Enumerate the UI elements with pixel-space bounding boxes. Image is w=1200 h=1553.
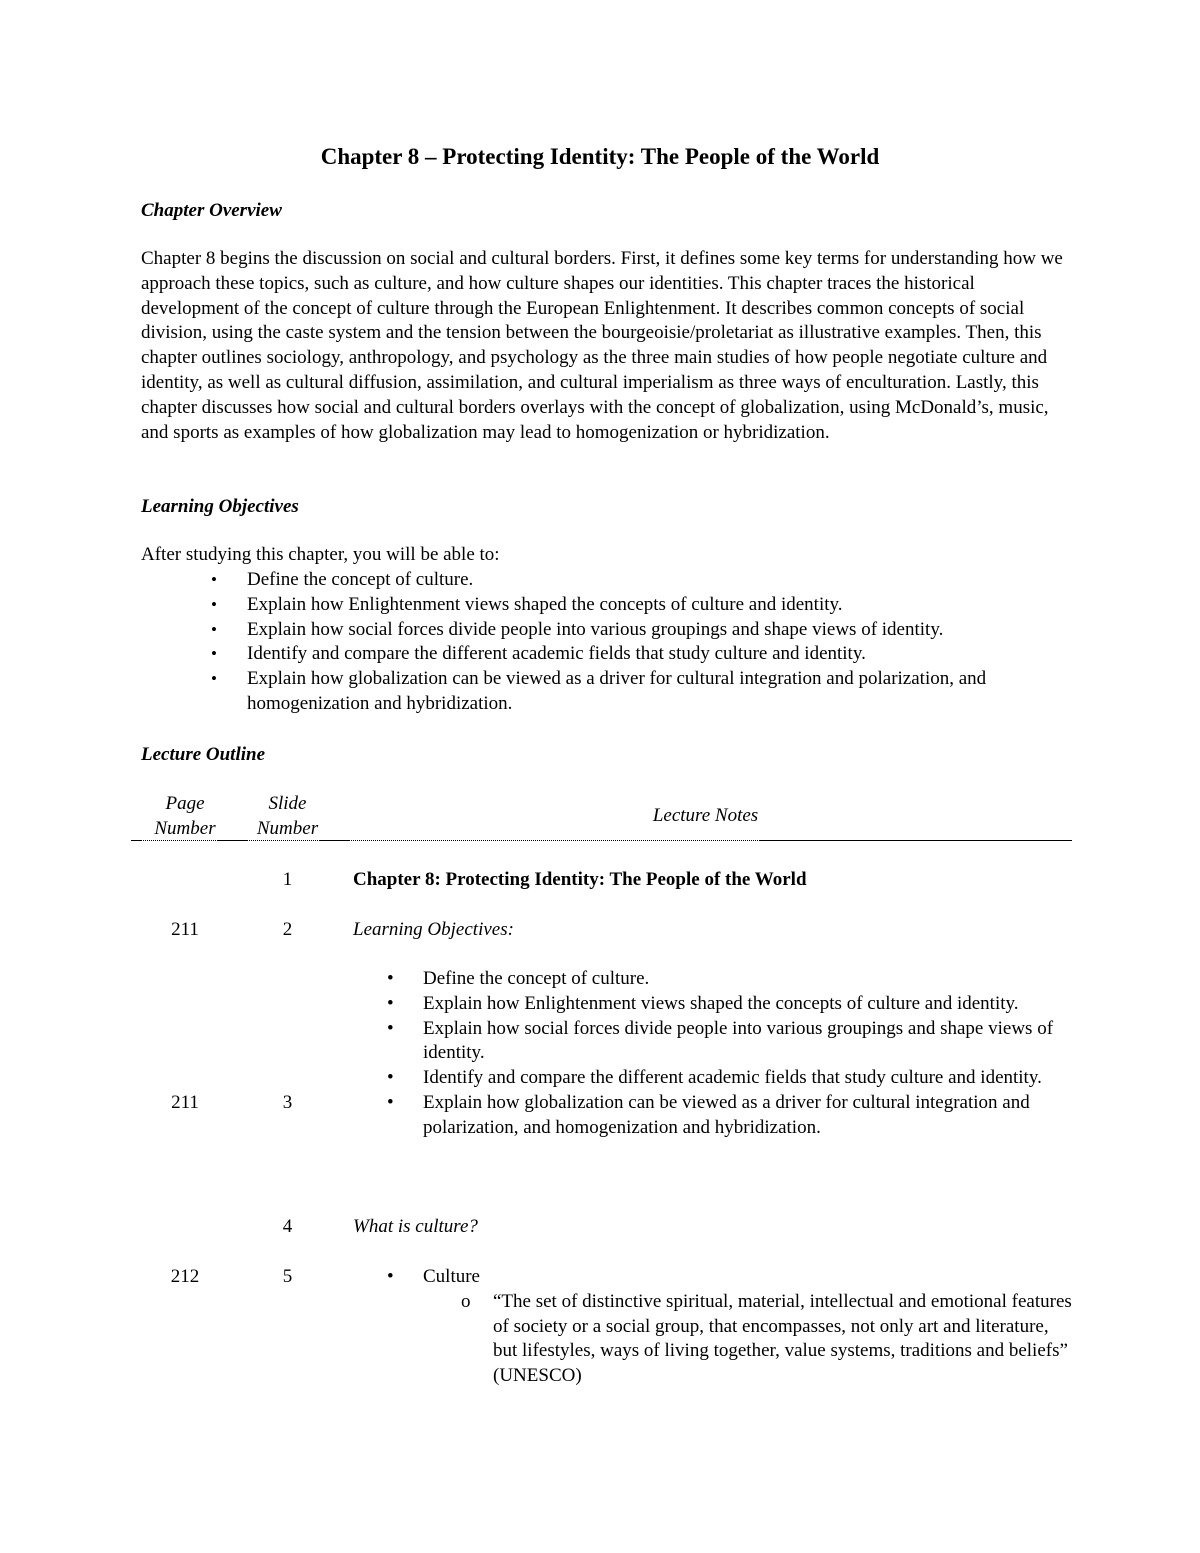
list-item [0, 593, 1067, 618]
bullet-icon: • [387, 968, 394, 989]
bullet-icon: • [387, 992, 394, 1014]
lecture-note-cell: Learning Objectives: [353, 919, 514, 940]
overview-text: Chapter 8 begins the discussion on social and cultural borders. First, it defines some key terms for understanding how we approach these topics, such as culture, and how culture shapes our identities. This chapter traces the historical development of the concept of culture through the European Enlightenment. It describes common concepts of social division, using the caste system and the tension between the bourgeoisie/proletariat as illustrative examples. Then, this chapter outlines sociology, anthropology, and psychology as the three main studies of how people negotiate culture and identity, as well as cultural diffusion, assimilation, and cultural imperialism as three ways of enculturation. Lastly, this chapter discusses how social and cultural borders overlays with the concept of globalization, using McDonald’s, music, and sports as examples of how globalization may lead to homogenization or hybridization. [141, 248, 1063, 443]
lecture-note-cell: What is culture? [353, 1216, 478, 1237]
list-item-text: Explain how social forces divide people into various groupings and shape views of identity. [423, 1017, 1054, 1064]
objective-text: Define the concept of culture. [247, 569, 474, 590]
slide-number-cell: 4 [282, 1216, 293, 1237]
slide-number-cell: 5 [282, 1266, 293, 1287]
list-item [353, 1017, 1063, 1067]
objectives-heading: Learning Objectives [141, 496, 299, 517]
table-header-rule-gap [320, 840, 350, 841]
list-item [353, 1290, 1073, 1389]
page-number-cell: 211 [171, 919, 199, 940]
lecture-note-cell [353, 1265, 1073, 1389]
objective-text: Explain how Enlightenment views shaped the concepts of culture and identity. [247, 593, 843, 615]
bullet-icon: • [211, 570, 217, 589]
list-item-text: Define the concept of culture. [423, 968, 650, 989]
column-header-page: Page Number [154, 793, 216, 839]
objectives-list [0, 568, 1200, 717]
slide-number-cell: 2 [282, 919, 293, 940]
table-header-rule-mid [218, 840, 248, 841]
list-item-text: “The set of distinctive spiritual, material, intellectual and emotional features of society or a social group, that encompasses, not only art and literature, but lifestyles, ways of living together, value systems, traditions and beliefs” (UNESCO) [493, 1290, 1072, 1387]
outline-heading: Lecture Outline [141, 744, 266, 765]
overview-paragraph [141, 247, 1076, 445]
page-number-cell: 211 [171, 1092, 199, 1113]
list-item [353, 967, 1063, 992]
page-number-cell: 212 [170, 1266, 200, 1287]
list-item-text: Culture [423, 1266, 480, 1287]
objective-text: Identify and compare the different academic fields that study culture and identity. [247, 643, 866, 665]
bullet-icon: • [387, 1067, 394, 1089]
list-item [353, 1066, 1063, 1091]
list-item-text: Explain how Enlightenment views shaped the concepts of culture and identity. [423, 992, 1019, 1014]
list-item [0, 568, 1067, 593]
page-title: Chapter 8 – Protecting Identity: The People of the World [320, 144, 880, 169]
circle-bullet-icon: o [461, 1290, 471, 1312]
culture-list [353, 1265, 1073, 1389]
list-item [0, 667, 1067, 717]
slide-objectives-list [353, 967, 1073, 1141]
lecture-note-cell [353, 967, 1073, 1141]
bullet-icon: • [387, 1017, 394, 1039]
list-item [353, 1265, 1063, 1290]
table-header-rule-left [131, 840, 142, 841]
table-header-rule-right [760, 840, 1072, 841]
list-item [0, 618, 1067, 643]
lecture-note-cell: Chapter 8: Protecting Identity: The People of the World [353, 869, 807, 890]
objectives-intro: After studying this chapter, you will be able to: [141, 544, 500, 565]
list-item-text: Explain how globalization can be viewed as a driver for cultural integration and polarization, and homogenization and hybridization. [423, 1091, 1030, 1138]
bullet-icon: • [387, 1266, 394, 1287]
objective-text: Explain how social forces divide people into various groupings and shape views of identity. [247, 618, 944, 640]
list-item [353, 992, 1063, 1017]
objective-text: Explain how globalization can be viewed as a driver for cultural integration and polarization, and homogenization and hybridization. [247, 668, 987, 714]
list-item-text: Identify and compare the different academic fields that study culture and identity. [423, 1067, 1042, 1089]
list-item [0, 642, 1067, 667]
bullet-icon: • [211, 619, 217, 639]
list-item [353, 1091, 1063, 1141]
bullet-icon: • [211, 594, 217, 614]
column-header-notes: Lecture Notes [652, 805, 759, 826]
column-header-slide: Slide Number [256, 793, 319, 839]
bullet-icon: • [211, 644, 217, 664]
bullet-icon: • [387, 1091, 394, 1113]
bullet-icon: • [211, 669, 217, 689]
slide-number-cell: 1 [282, 869, 293, 890]
overview-heading: Chapter Overview [141, 200, 282, 221]
slide-number-cell: 3 [282, 1092, 293, 1113]
